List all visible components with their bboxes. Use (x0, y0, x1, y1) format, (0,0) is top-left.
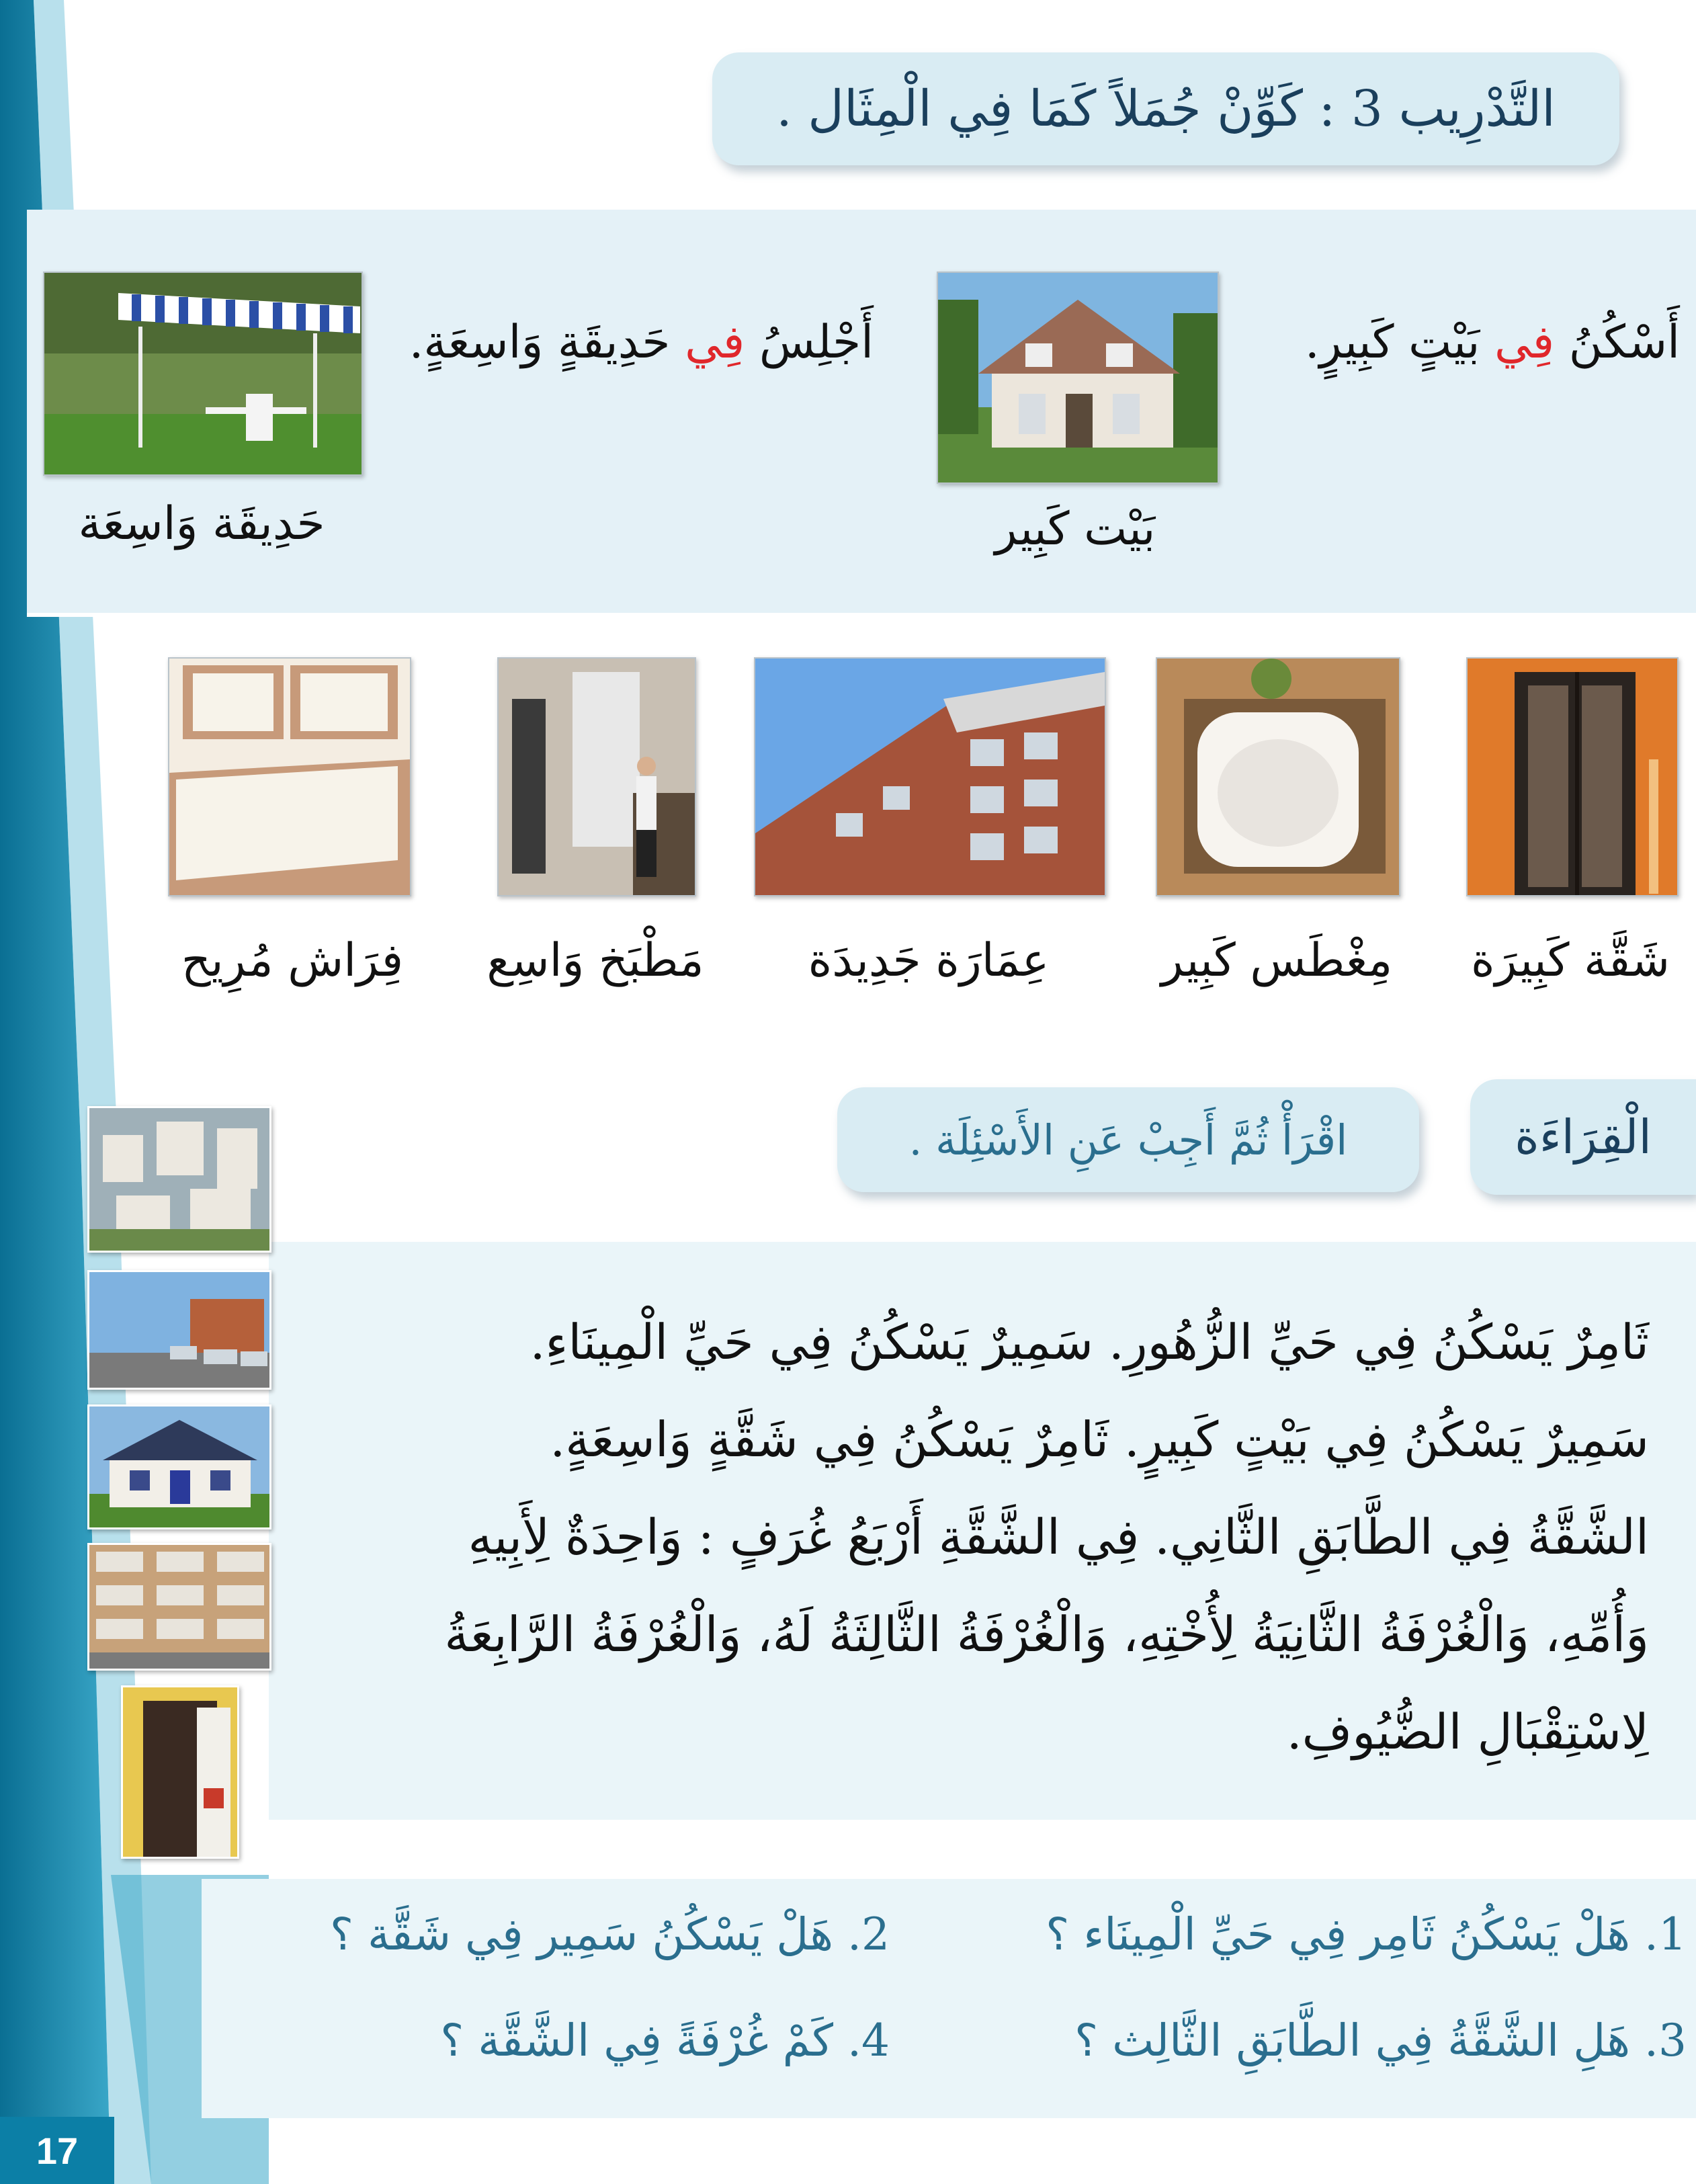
highlight-fi: فِي (1494, 316, 1555, 369)
reading-instruction (837, 1087, 1419, 1192)
item-bathtub-photo (1156, 657, 1400, 896)
question-4-text: كَمْ غُرْفَةً فِي الشَّقَّة ؟ (440, 2015, 834, 2066)
item-bed-photo (168, 657, 411, 896)
example-house-photo (937, 271, 1219, 484)
reading-line-1: ثَامِرٌ يَسْكُنُ فِي حَيِّ الزُّهُورِ. سَمِيرٌ يَسْكُنُ فِي حَيِّ الْمِينَاءِ. (529, 1314, 1649, 1370)
highlight-fi: فِي (685, 316, 745, 369)
example-garden-sentence: أَجْلِسُ فِي حَدِيقَةٍ وَاسِعَةٍ. (409, 316, 874, 369)
page-number: 17 (0, 2117, 114, 2184)
reading-title (1470, 1079, 1696, 1195)
question-3-text: هَلِ الشَّقَّةُ فِي الطَّابَقِ الثَّالِث ؟ (1074, 2015, 1631, 2066)
exercise-header (712, 52, 1619, 165)
question-4-num: 4. (847, 2015, 890, 2066)
reading-title-text: الْقِرَاءَة (1515, 1109, 1652, 1165)
question-1-text: هَلْ يَسْكُنُ ثَامِر فِي حَيِّ الْمِينَاء ؟ (1046, 1908, 1631, 1960)
item-apartment-photo (1466, 657, 1679, 896)
reading-line-2: سَمِيرٌ يَسْكُنُ فِي بَيْتٍ كَبِيرٍ. ثَامِرٌ يَسْكُنُ فِي شَقَّةٍ وَاسِعَةٍ. (550, 1411, 1649, 1468)
question-2-text: هَلْ يَسْكُنُ سَمِير فِي شَقَّة ؟ (329, 1908, 834, 1960)
question-3 (1074, 2015, 1687, 2066)
question-1-num: 1. (1644, 1908, 1687, 1960)
band-divider (27, 613, 1696, 617)
thumb-city (87, 1106, 271, 1253)
reading-line-3: الشَّقَّةُ فِي الطَّابَقِ الثَّانِي. فِي الشَّقَّةِ أَرْبَعُ غُرَفٍ : وَاحِدَةٌ لِأَبِيهِ (468, 1509, 1649, 1565)
question-1 (1046, 1908, 1687, 1960)
exercise-header-text: التَّدْرِيب 3 : كَوِّنْ جُمَلاً كَمَا فِي الْمِثَال . (776, 80, 1556, 138)
item-kitchen-caption: مَطْبَخ وَاسِع (486, 934, 704, 987)
item-bed-caption: فِرَاش مُرِيح (181, 934, 404, 987)
item-apartment-caption: شَقَّة كَبِيرَة (1470, 934, 1670, 987)
reading-line-5: لِاسْتِقْبَالِ الضُّيُوفِ. (1286, 1704, 1649, 1760)
item-bathtub-caption: مِغْطَس كَبِير (1160, 934, 1393, 987)
item-kitchen-photo (497, 657, 696, 896)
reading-instruction-text: اقْرَأْ ثُمَّ أَجِبْ عَنِ الأَسْئِلَة . (908, 1115, 1348, 1165)
example-garden-photo (43, 271, 363, 476)
item-building-photo (754, 657, 1106, 896)
question-4 (440, 2015, 890, 2066)
question-3-num: 3. (1644, 2015, 1687, 2066)
example-house-sentence: أَسْكُنُ فِي بَيْتٍ كَبِيرٍ. (1305, 316, 1680, 369)
example-garden-caption: حَدِيقَة وَاسِعَة (78, 497, 325, 550)
example-house-caption: بَيْت كَبِير (994, 503, 1156, 556)
question-2-num: 2. (847, 1908, 890, 1960)
reading-line-4: وَأُمِّهِ، وَالْغُرْفَةُ الثَّانِيَةُ لِأُخْتِهِ، وَالْغُرْفَةُ الثَّالِثَةُ لَهُ، وَالْغُرْفَةُ الرَّابِعَةُ (444, 1606, 1649, 1663)
question-2 (330, 1908, 890, 1960)
item-building-caption: عِمَارَة جَدِيدَة (808, 934, 1050, 987)
